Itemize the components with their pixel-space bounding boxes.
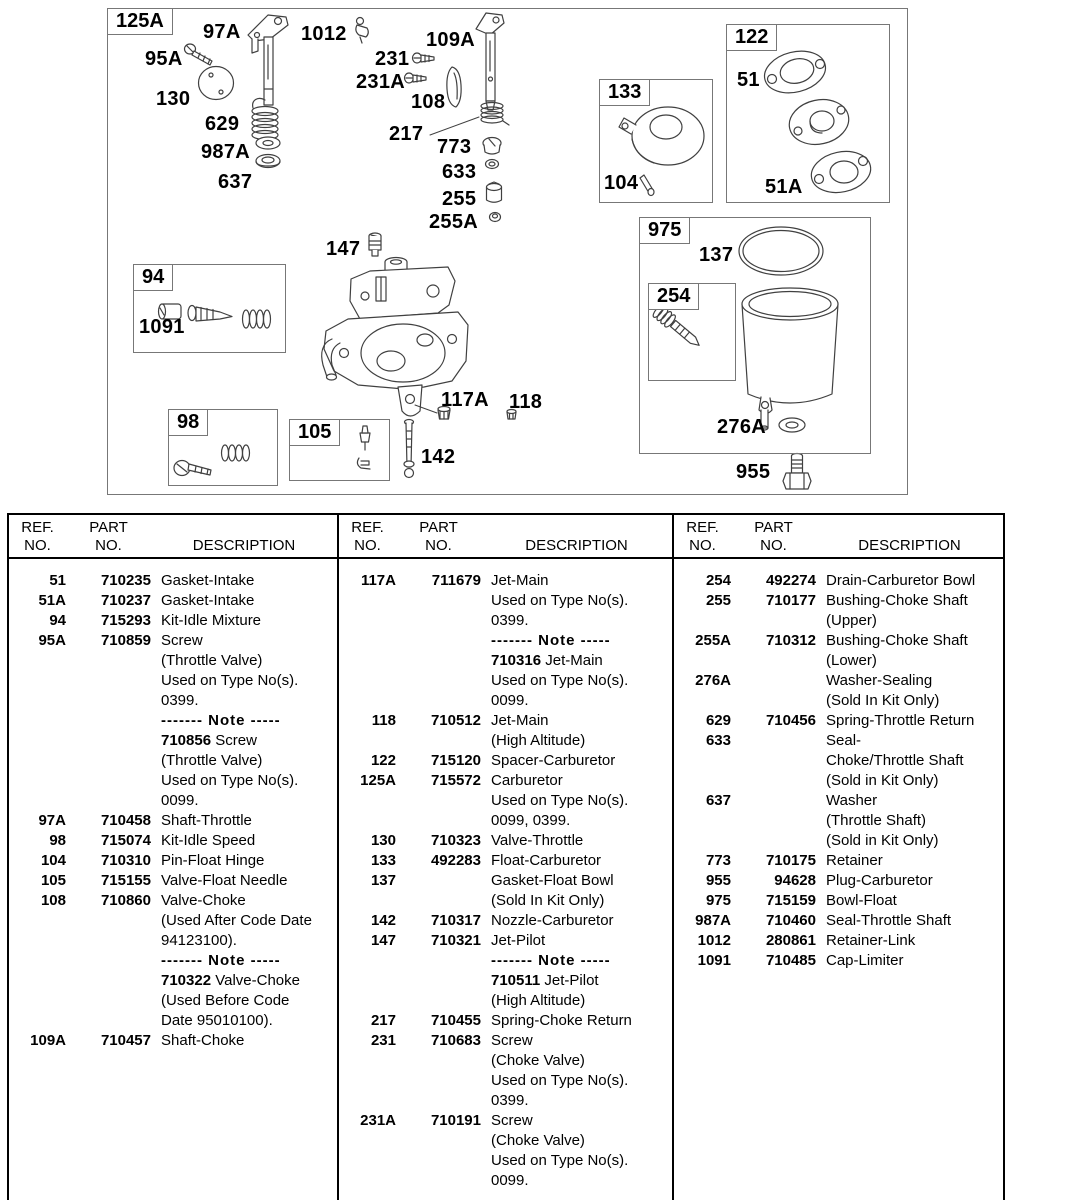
ref-no-cell: 987A <box>695 912 731 929</box>
column-header <box>674 515 1003 559</box>
throttle-valve-disc-drawing <box>199 67 234 100</box>
ref-no-cell: 255A <box>695 632 731 649</box>
callout-108: 108 <box>411 91 446 113</box>
ref-no-cell: 133 <box>370 852 396 869</box>
description-cell <box>816 931 1003 951</box>
description-header: DESCRIPTION <box>858 537 961 554</box>
part-no-cell: 710310 <box>100 852 151 869</box>
description-line: Used on Type No(s). <box>491 1072 629 1089</box>
ref-no-cell: 231 <box>370 1032 396 1049</box>
group-box-105 <box>289 419 390 481</box>
table-row <box>674 711 1003 731</box>
description-cell <box>481 911 672 931</box>
table-row <box>674 891 1003 911</box>
description-line: 0099. <box>491 692 529 709</box>
ref-no-cell: 108 <box>40 892 66 909</box>
part-no-cell: 710860 <box>100 892 151 909</box>
description-line: 0399. <box>491 1092 529 1109</box>
callout-637: 637 <box>218 171 253 193</box>
choke-valve-screw-a-drawing <box>405 73 427 83</box>
part-no-cell: 710485 <box>765 952 816 969</box>
parts-column-2 <box>339 515 674 1200</box>
retainer-drawing <box>483 138 501 155</box>
table-row <box>674 631 1003 671</box>
description-line: Used on Type No(s). <box>491 1152 629 1169</box>
part-no-cell: 710323 <box>430 832 481 849</box>
description-line: 710322 Valve-Choke <box>161 972 300 989</box>
description-line: Plug-Carburetor <box>826 872 933 889</box>
description-cell <box>481 931 672 1011</box>
part-no-cell: 492283 <box>430 852 481 869</box>
description-line: Spacer-Carburetor <box>491 752 616 769</box>
description-line: Screw <box>491 1032 533 1049</box>
group-box-94 <box>133 264 286 353</box>
description-line: ------- Note ----- <box>491 632 611 649</box>
description-cell <box>151 1031 337 1051</box>
description-cell <box>481 1011 672 1031</box>
part-no-cell <box>731 671 816 711</box>
carburetor-plug-drawing <box>783 454 811 490</box>
retainer-link-drawing <box>356 18 368 44</box>
column-rows <box>339 559 672 1191</box>
description-line: (High Altitude) <box>491 992 586 1009</box>
table-row <box>674 951 1003 971</box>
description-line: Retainer-Link <box>826 932 916 949</box>
part-no-cell <box>731 731 816 791</box>
description-line: (Throttle Valve) <box>161 652 263 669</box>
throttle-shaft-drawing <box>248 15 288 105</box>
description-cell <box>481 1111 672 1191</box>
description-line: Shaft-Choke <box>161 1032 245 1049</box>
description-cell <box>816 951 1003 971</box>
group-box-254 <box>648 283 736 381</box>
diagram-label-125A: 125A <box>107 8 173 35</box>
description-line: Valve-Throttle <box>491 832 584 849</box>
description-cell <box>151 831 337 851</box>
part-no-cell: 710683 <box>430 1032 481 1049</box>
part-no-cell: 710456 <box>765 712 816 729</box>
ref-no-cell: 637 <box>705 792 731 809</box>
table-row <box>9 611 337 631</box>
table-row <box>339 711 672 751</box>
ref-no-cell: 95A <box>38 632 66 649</box>
description-line: Kit-Idle Speed <box>161 832 256 849</box>
description-line: (Upper) <box>826 612 877 629</box>
description-line: (Sold in Kit Only) <box>826 772 939 789</box>
ref-no-cell: 104 <box>40 852 66 869</box>
description-cell <box>481 711 672 751</box>
description-line: (Choke Valve) <box>491 1052 585 1069</box>
description-cell <box>481 771 672 831</box>
part-no-cell: 710455 <box>430 1012 481 1029</box>
ref-no-cell: 117A <box>360 572 396 589</box>
ref-no-cell: 51A <box>38 592 66 609</box>
ref-no-cell: 975 <box>705 892 731 909</box>
callout-51: 51 <box>737 69 760 91</box>
ref-no-cell: 1091 <box>697 952 731 969</box>
description-line: 710316 Jet-Main <box>491 652 603 669</box>
table-row <box>339 1111 672 1191</box>
description-line: Drain-Carburetor Bowl <box>826 572 976 589</box>
group-label-94: 94 <box>133 264 173 291</box>
part-no-cell <box>396 871 481 911</box>
description-cell <box>816 791 1003 851</box>
ref-no-cell: 137 <box>370 872 396 889</box>
description-cell <box>816 631 1003 671</box>
callout-231: 231 <box>375 48 410 70</box>
description-cell <box>481 571 672 711</box>
column-header <box>339 515 672 559</box>
table-row <box>9 871 337 891</box>
description-line: 0099. <box>161 792 199 809</box>
callout-1091: 1091 <box>139 316 185 338</box>
pilot-jet-drawing <box>369 233 381 256</box>
callout-109A: 109A <box>426 29 476 51</box>
ref-no-cell: 98 <box>49 832 66 849</box>
callout-773: 773 <box>437 136 472 158</box>
description-cell <box>151 571 337 591</box>
description-line: Valve-Choke <box>161 892 246 909</box>
table-row <box>339 751 672 771</box>
description-line: Bushing-Choke Shaft <box>826 632 968 649</box>
ref-no-cell: 633 <box>705 732 731 749</box>
description-line: ------- Note ----- <box>161 712 281 729</box>
description-line: Bushing-Choke Shaft <box>826 592 968 609</box>
group-label-133: 133 <box>599 79 650 106</box>
description-line: Valve-Float Needle <box>161 872 288 889</box>
ref-no-cell: 94 <box>49 612 66 629</box>
part-no-header: PART NO. <box>89 519 128 554</box>
description-line: Screw <box>491 1112 533 1129</box>
table-row <box>674 911 1003 931</box>
throttle-valve-screw-drawing <box>185 44 213 65</box>
part-no-cell: 710175 <box>765 852 816 869</box>
part-no-cell: 710321 <box>430 932 481 949</box>
description-line: 0099, 0399. <box>491 812 571 829</box>
description-line: (Choke Valve) <box>491 1132 585 1149</box>
description-line: (Used Before Code <box>161 992 290 1009</box>
part-no-cell: 710460 <box>765 912 816 929</box>
nozzle-drawing <box>404 420 414 478</box>
description-line: Gasket-Float Bowl <box>491 872 614 889</box>
ref-no-cell: 142 <box>370 912 396 929</box>
description-line: (Throttle Shaft) <box>826 812 927 829</box>
choke-valve-blade-drawing <box>447 67 461 107</box>
callout-51A: 51A <box>765 176 803 198</box>
choke-bushing-lower-drawing <box>490 213 501 222</box>
description-line: 0399. <box>491 612 529 629</box>
column-header <box>9 515 337 559</box>
description-line: ------- Note ----- <box>491 952 611 969</box>
table-row <box>674 791 1003 851</box>
description-line: Screw <box>161 632 203 649</box>
parts-table <box>7 513 1005 1200</box>
callout-117A: 117A <box>441 389 489 411</box>
callout-633: 633 <box>442 161 477 183</box>
parts-column-3 <box>674 515 1003 1200</box>
part-no-cell <box>731 791 816 851</box>
description-line: Retainer <box>826 852 883 869</box>
description-line: Jet-Main <box>491 712 549 729</box>
group-label-105: 105 <box>289 419 340 446</box>
part-no-cell: 715074 <box>100 832 151 849</box>
group-label-975: 975 <box>639 217 690 244</box>
table-row <box>339 911 672 931</box>
part-no-cell: 94628 <box>774 872 816 889</box>
table-row <box>9 851 337 871</box>
part-no-cell: 715155 <box>100 872 151 889</box>
ref-no-cell: 276A <box>695 672 731 689</box>
part-no-cell: 710317 <box>430 912 481 929</box>
description-line: Gasket-Intake <box>161 592 255 609</box>
part-no-cell: 710177 <box>765 592 816 609</box>
description-line: Seal-Throttle Shaft <box>826 912 952 929</box>
description-cell <box>481 871 672 911</box>
callout-147: 147 <box>326 238 361 260</box>
description-cell <box>151 891 337 1031</box>
description-cell <box>481 851 672 871</box>
description-header: DESCRIPTION <box>192 537 296 554</box>
description-cell <box>151 611 337 631</box>
group-label-122: 122 <box>726 24 777 51</box>
description-cell <box>151 811 337 831</box>
ref-no-cell: 130 <box>370 832 396 849</box>
description-line: 710856 Screw <box>161 732 257 749</box>
table-row <box>674 851 1003 871</box>
description-line: Seal- <box>826 732 862 749</box>
part-no-cell: 710237 <box>100 592 151 609</box>
part-no-cell: 715159 <box>765 892 816 909</box>
callout-118: 118 <box>509 391 543 413</box>
description-line: 0399. <box>161 692 199 709</box>
choke-throttle-seal-drawing <box>486 160 499 169</box>
part-no-cell: 492274 <box>765 572 816 589</box>
table-row <box>674 931 1003 951</box>
description-line: Spring-Choke Return <box>491 1012 632 1029</box>
callout-276A: 276A <box>717 416 767 438</box>
callout-629: 629 <box>205 113 240 135</box>
callout-104: 104 <box>604 172 639 194</box>
ref-no-cell: 147 <box>370 932 396 949</box>
description-line: Pin-Float Hinge <box>161 852 265 869</box>
table-row <box>339 571 672 711</box>
part-no-cell: 715293 <box>100 612 151 629</box>
ref-no-cell: 109A <box>30 1032 66 1049</box>
choke-valve-screw-drawing <box>413 53 435 63</box>
ref-no-cell: 1012 <box>697 932 731 949</box>
group-box-122 <box>726 24 890 203</box>
callout-97A: 97A <box>203 21 241 43</box>
description-line: Date 95010100). <box>161 1012 273 1029</box>
table-row <box>9 591 337 611</box>
description-line: Washer-Sealing <box>826 672 933 689</box>
ref-no-cell: 122 <box>370 752 396 769</box>
description-line: Float-Carburetor <box>491 852 602 869</box>
ref-no-cell: 254 <box>705 572 731 589</box>
ref-no-cell: 125A <box>360 772 396 789</box>
callout-217: 217 <box>389 123 424 145</box>
ref-no-header: REF. NO. <box>21 519 54 554</box>
choke-shaft-drawing <box>476 13 504 110</box>
description-line: Nozzle-Carburetor <box>491 912 614 929</box>
table-row <box>674 871 1003 891</box>
callout-95A: 95A <box>145 48 183 70</box>
part-no-header: PART NO. <box>754 519 793 554</box>
table-row <box>9 571 337 591</box>
table-row <box>674 591 1003 631</box>
group-box-98 <box>168 409 278 486</box>
table-row <box>339 851 672 871</box>
description-cell <box>481 1031 672 1111</box>
description-line: Spring-Throttle Return <box>826 712 975 729</box>
description-line: Kit-Idle Mixture <box>161 612 262 629</box>
ref-no-cell: 255 <box>705 592 731 609</box>
description-line: (Throttle Valve) <box>161 752 263 769</box>
ref-no-cell: 105 <box>40 872 66 889</box>
choke-bushing-upper-drawing <box>487 182 502 202</box>
ref-no-cell: 118 <box>371 712 396 729</box>
table-row <box>9 1031 337 1051</box>
description-line: Washer <box>826 792 878 809</box>
callout-255: 255 <box>442 188 477 210</box>
callout-255A: 255A <box>429 211 479 233</box>
part-no-cell: 715120 <box>430 752 481 769</box>
ref-no-cell: 629 <box>705 712 731 729</box>
description-line: (Used After Code Date <box>161 912 312 929</box>
description-header: DESCRIPTION <box>525 537 628 554</box>
description-line: 0099. <box>491 1172 529 1189</box>
description-line: 94123100). <box>161 932 237 949</box>
table-row <box>339 1011 672 1031</box>
description-line: Used on Type No(s). <box>161 672 299 689</box>
ref-no-cell: 773 <box>705 852 731 869</box>
callout-130: 130 <box>156 88 191 110</box>
description-cell <box>816 711 1003 731</box>
description-line: Used on Type No(s). <box>491 792 629 809</box>
description-line: Used on Type No(s). <box>491 672 629 689</box>
part-no-cell: 710859 <box>100 632 151 649</box>
description-line: Cap-Limiter <box>826 952 904 969</box>
description-line: Carburetor <box>491 772 563 789</box>
throttle-shaft-washers-drawing <box>256 137 280 168</box>
description-cell <box>151 871 337 891</box>
column-rows <box>9 559 337 1051</box>
description-cell <box>816 731 1003 791</box>
description-cell <box>151 631 337 811</box>
table-row <box>9 631 337 811</box>
group-label-254: 254 <box>648 283 699 310</box>
description-cell <box>816 591 1003 631</box>
description-line: (Sold in Kit Only) <box>826 832 939 849</box>
part-no-cell: 715572 <box>430 772 481 789</box>
ref-no-cell: 955 <box>705 872 731 889</box>
description-line: (Sold In Kit Only) <box>826 692 940 709</box>
callout-987A: 987A <box>201 141 251 163</box>
description-line: Jet-Pilot <box>491 932 546 949</box>
table-row <box>339 771 672 831</box>
table-row <box>9 891 337 1031</box>
callout-955: 955 <box>736 461 771 483</box>
table-row <box>674 731 1003 791</box>
callout-142: 142 <box>421 446 456 468</box>
description-cell <box>481 831 672 851</box>
description-line: Choke/Throttle Shaft <box>826 752 964 769</box>
table-row <box>9 811 337 831</box>
description-line: 710511 Jet-Pilot <box>491 972 599 989</box>
ref-no-cell: 231A <box>360 1112 396 1129</box>
part-no-cell: 710512 <box>430 712 481 729</box>
description-line: Bowl-Float <box>826 892 897 909</box>
column-rows <box>674 559 1003 971</box>
description-cell <box>816 911 1003 931</box>
description-line: (Lower) <box>826 652 877 669</box>
table-row <box>339 1031 672 1111</box>
description-line: Gasket-Intake <box>161 572 255 589</box>
callout-137: 137 <box>699 244 734 266</box>
description-cell <box>151 851 337 871</box>
description-line: Used on Type No(s). <box>491 592 629 609</box>
part-no-header: PART NO. <box>419 519 458 554</box>
description-line: Jet-Main <box>491 572 549 589</box>
group-label-98: 98 <box>168 409 208 436</box>
part-no-cell: 710457 <box>100 1032 151 1049</box>
description-cell <box>816 891 1003 911</box>
table-row <box>339 931 672 1011</box>
description-cell <box>816 851 1003 871</box>
description-line: Used on Type No(s). <box>161 772 299 789</box>
part-no-cell: 710312 <box>765 632 816 649</box>
description-line: (High Altitude) <box>491 732 586 749</box>
table-row <box>339 871 672 911</box>
ref-no-cell: 217 <box>370 1012 396 1029</box>
callout-1012: 1012 <box>301 23 347 45</box>
table-row <box>339 831 672 851</box>
part-no-cell: 711679 <box>431 572 481 589</box>
callout-231A: 231A <box>356 71 406 93</box>
ref-no-header: REF. NO. <box>351 519 384 554</box>
table-row <box>9 831 337 851</box>
description-cell <box>151 591 337 611</box>
exploded-parts-diagram <box>107 8 908 495</box>
description-cell <box>481 751 672 771</box>
description-line: ------- Note ----- <box>161 952 281 969</box>
description-cell <box>816 671 1003 711</box>
table-row <box>674 571 1003 591</box>
ref-no-header: REF. NO. <box>686 519 719 554</box>
part-no-cell: 710235 <box>100 572 151 589</box>
description-line: (Sold In Kit Only) <box>491 892 605 909</box>
ref-no-cell: 51 <box>49 572 66 589</box>
parts-column-1 <box>9 515 339 1200</box>
part-no-cell: 280861 <box>765 932 816 949</box>
description-line: Shaft-Throttle <box>161 812 252 829</box>
description-cell <box>816 871 1003 891</box>
description-cell <box>816 571 1003 591</box>
part-no-cell: 710191 <box>430 1112 481 1129</box>
ref-no-cell: 97A <box>38 812 66 829</box>
part-no-cell: 710458 <box>100 812 151 829</box>
table-row <box>674 671 1003 711</box>
